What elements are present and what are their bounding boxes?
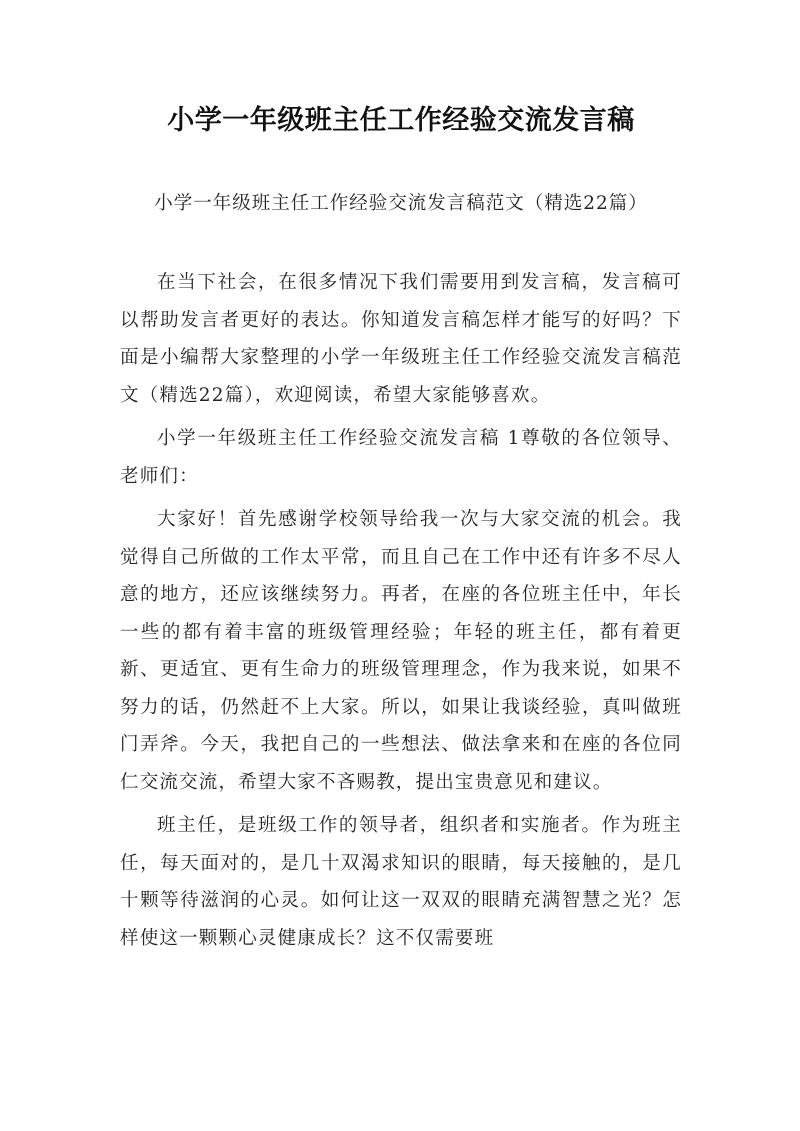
document-title: 小学一年级班主任工作经验交流发言稿 <box>167 105 635 136</box>
document-body <box>120 264 682 957</box>
paragraph-heading-greeting: 小学一年级班主任工作经验交流发言稿 1尊敬的各位领导、老师们： <box>120 428 682 487</box>
document-subtitle: 小学一年级班主任工作经验交流发言稿范文（精选22篇） <box>154 193 648 214</box>
paragraph-thanks: 大家好！首先感谢学校领导给我一次与大家交流的机会。我觉得自己所做的工作太平常，而且自己在工作中还有许多不尽人意的地方，还应该继续努力。再者，在座的各位班主任中，年长一些的都有着丰富的班级管理经验；年轻的班主任，都有着更新、更适宜、更有生命力的班级管理理念，作为我来说，如果不努力的话，仍然赶不上大家。所以，如果让我谈经验，真叫做班门弄斧。今天，我把自己的一些想法、做法拿来和在座的各位同仁交流交流，希望大家不吝赐教，提出宝贵意见和建议。 <box>120 509 682 793</box>
paragraph-intro: 在当下社会，在很多情况下我们需要用到发言稿，发言稿可以帮助发言者更好的表达。你知道发言稿怎样才能写的好吗？下面是小编帮大家整理的小学一年级班主任工作经验交流发言稿范文（精选22篇），欢迎阅读，希望大家能够喜欢。 <box>120 272 682 406</box>
paragraph-role: 班主任，是班级工作的领导者，组织者和实施者。作为班主任，每天面对的，是几十双渴求知识的眼睛，每天接触的，是几十颗等待滋润的心灵。如何让这一双双的眼睛充满智慧之光？怎样使这一颗颗心灵健康成长？这不仅需要班 <box>120 815 682 949</box>
